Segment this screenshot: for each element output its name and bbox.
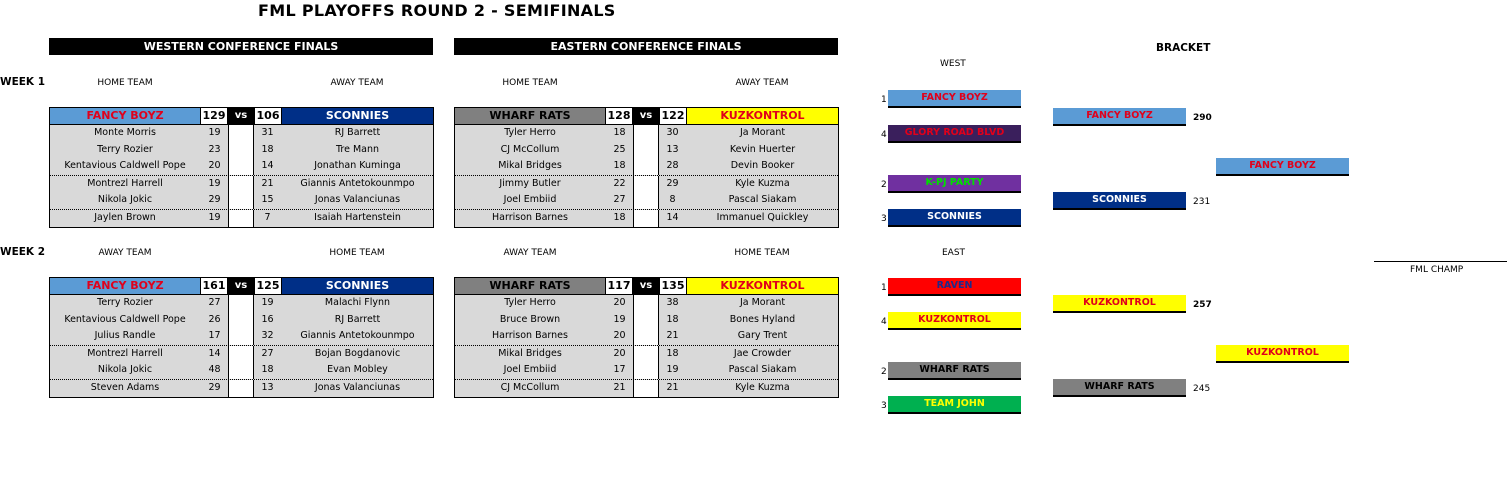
right-player-name: Kyle Kuzma [735, 381, 790, 393]
row-gap [228, 295, 254, 312]
bracket-r2-score: 245 [1193, 384, 1211, 394]
seed: 2 [881, 180, 887, 190]
row-gap [228, 380, 254, 397]
player-row [455, 312, 838, 329]
row-gap [228, 158, 254, 175]
right-player-score: 7 [264, 211, 271, 223]
left-player-name: CJ McCollum [500, 143, 560, 155]
home-team-name: WHARF RATS [454, 107, 606, 125]
row-gap [633, 380, 659, 397]
player-row [455, 176, 838, 193]
left-player-name: Steven Adams [90, 381, 160, 393]
vs-label: vs [227, 277, 255, 295]
right-player-name: Giannis Antetokounmpo [300, 177, 415, 189]
left-team-score: 129 [200, 107, 228, 125]
right-player-name: Devin Booker [730, 160, 795, 172]
right-player-score: 21 [666, 330, 679, 342]
player-table [454, 125, 839, 228]
week-2-west-left-label: AWAY TEAM [98, 248, 152, 258]
row-gap [228, 362, 254, 379]
right-player-score: 15 [261, 194, 274, 206]
bracket-r2-wharf-rats: WHARF RATS [1053, 379, 1186, 397]
left-player-score: 19 [208, 211, 221, 223]
left-player-score: 25 [613, 143, 626, 155]
left-player-score: 27 [208, 297, 221, 308]
left-player-name: Montrezl Harrell [87, 177, 163, 189]
left-player-score: 19 [613, 313, 626, 325]
right-player-name: RJ Barrett [334, 127, 381, 138]
player-row [50, 125, 433, 142]
right-player-score: 14 [666, 211, 679, 223]
right-player-name: Malachi Flynn [324, 297, 391, 308]
left-team-score: 161 [200, 277, 228, 295]
bracket-final-kuzkontrol: KUZKONTROL [1216, 345, 1349, 363]
player-row [50, 295, 433, 312]
left-player-name: Terry Rozier [97, 143, 153, 155]
player-row [50, 312, 433, 329]
row-gap [633, 142, 659, 159]
right-team-name: KUZKONTROL [686, 107, 839, 125]
left-player-score: 19 [208, 177, 221, 189]
row-gap [633, 328, 659, 345]
right-team-name: SCONNIES [281, 107, 434, 125]
left-player-name: Kentavious Caldwell Pope [64, 313, 186, 325]
row-gap [228, 346, 254, 363]
bracket-r2-fancy-boyz: FANCY BOYZ [1053, 108, 1186, 126]
vs-label: vs [632, 277, 660, 295]
bracket-east-label: EAST [942, 248, 966, 258]
left-player-score: 18 [613, 211, 626, 223]
bracket-team-fancy-boyz: FANCY BOYZ [888, 90, 1021, 108]
row-gap [228, 312, 254, 329]
left-player-score: 29 [208, 381, 221, 393]
right-player-name: Jonas Valanciunas [314, 381, 401, 393]
left-player-name: Bruce Brown [499, 313, 561, 325]
week-1-east-matchup [454, 107, 839, 228]
player-row [455, 380, 838, 397]
seed: 4 [881, 130, 887, 140]
right-team-score: 106 [254, 107, 282, 125]
bracket-west-label: WEST [940, 59, 966, 69]
row-gap [228, 125, 254, 142]
right-player-score: 32 [261, 330, 274, 342]
bracket-team-kpj-party: K-PJ PARTY [888, 175, 1021, 193]
home-team-name: FANCY BOYZ [49, 277, 201, 295]
player-row [455, 125, 838, 142]
bracket-r2-score: 231 [1193, 197, 1211, 207]
left-player-score: 21 [613, 381, 626, 393]
right-player-score: 13 [261, 381, 274, 393]
right-player-score: 38 [666, 297, 679, 308]
seed: 3 [881, 401, 887, 411]
right-team-score: 122 [659, 107, 687, 125]
home-team-name: FANCY BOYZ [49, 107, 201, 125]
player-row [455, 346, 838, 363]
right-player-name: Pascal Siakam [728, 364, 797, 376]
bracket-final-fancy-boyz: FANCY BOYZ [1216, 158, 1349, 176]
left-player-name: Harrison Barnes [492, 330, 568, 342]
vs-label: vs [227, 107, 255, 125]
right-player-name: Ja Morant [739, 127, 786, 138]
left-player-name: Kentavious Caldwell Pope [64, 160, 186, 172]
player-row [455, 328, 838, 346]
player-row [50, 210, 433, 227]
champ-line [1374, 261, 1507, 262]
left-player-score: 18 [613, 127, 626, 138]
week-2-east-matchup [454, 277, 839, 398]
seed: 1 [881, 283, 887, 293]
player-table [49, 295, 434, 398]
row-gap [633, 158, 659, 175]
left-player-score: 29 [208, 194, 221, 206]
player-row [455, 158, 838, 176]
left-player-name: Mikal Bridges [498, 347, 562, 359]
row-gap [228, 142, 254, 159]
player-row [50, 328, 433, 346]
left-player-score: 20 [613, 330, 626, 342]
vs-label: vs [632, 107, 660, 125]
left-player-name: Harrison Barnes [492, 211, 568, 223]
player-table [454, 295, 839, 398]
right-player-score: 21 [261, 177, 274, 189]
left-player-name: Julius Randle [94, 330, 156, 342]
right-player-score: 28 [666, 160, 679, 172]
right-player-name: RJ Barrett [334, 313, 381, 325]
right-player-name: Gary Trent [737, 330, 788, 342]
right-player-name: Bojan Bogdanovic [314, 347, 401, 359]
player-row [50, 380, 433, 397]
week-1-east-left-label: HOME TEAM [502, 78, 558, 88]
home-team-name: WHARF RATS [454, 277, 606, 295]
right-player-score: 16 [261, 313, 274, 325]
right-player-name: Bones Hyland [729, 313, 796, 325]
left-player-name: Tyler Herro [504, 297, 556, 308]
right-player-name: Ja Morant [739, 297, 786, 308]
player-table [49, 125, 434, 228]
left-player-score: 19 [208, 127, 221, 138]
seed: 1 [881, 95, 887, 105]
right-player-name: Jonathan Kuminga [314, 160, 401, 172]
east-conference-header: EASTERN CONFERENCE FINALS [454, 38, 838, 55]
left-player-score: 20 [613, 347, 626, 359]
right-player-score: 31 [261, 127, 274, 138]
right-player-name: Tre Mann [335, 143, 380, 155]
left-player-score: 20 [208, 160, 221, 172]
right-team-score: 125 [254, 277, 282, 295]
left-team-score: 117 [605, 277, 633, 295]
right-player-score: 13 [666, 143, 679, 155]
west-conference-header: WESTERN CONFERENCE FINALS [49, 38, 433, 55]
week-1-west-right-label: AWAY TEAM [330, 78, 384, 88]
right-player-score: 29 [666, 177, 679, 189]
bracket-r2-score: 257 [1193, 300, 1212, 310]
left-player-name: Montrezl Harrell [87, 347, 163, 359]
row-gap [228, 192, 254, 209]
seed: 3 [881, 214, 887, 224]
champ-label: FML CHAMP [1410, 265, 1464, 275]
left-player-name: Tyler Herro [504, 127, 556, 138]
row-gap [633, 210, 659, 227]
right-player-score: 19 [261, 297, 274, 308]
player-row [50, 158, 433, 176]
right-player-name: Jae Crowder [733, 347, 792, 359]
left-player-score: 17 [208, 330, 221, 342]
row-gap [633, 346, 659, 363]
right-player-name: Evan Mobley [327, 364, 388, 376]
right-player-score: 27 [261, 347, 274, 359]
right-player-score: 18 [261, 143, 274, 155]
row-gap [633, 192, 659, 209]
week-2-west-matchup [49, 277, 434, 398]
player-row [455, 362, 838, 380]
bracket-r2-score: 290 [1193, 113, 1212, 123]
left-player-score: 18 [613, 160, 626, 172]
row-gap [228, 176, 254, 193]
player-row [50, 142, 433, 159]
player-row [50, 346, 433, 363]
player-row [50, 176, 433, 193]
bracket-title: BRACKET [1156, 42, 1211, 54]
week-1-west-left-label: HOME TEAM [97, 78, 153, 88]
week-1-label: WEEK 1 [0, 76, 46, 88]
left-player-score: 20 [613, 297, 626, 308]
right-team-name: SCONNIES [281, 277, 434, 295]
left-player-score: 17 [613, 364, 626, 376]
left-player-name: Joel Embiid [503, 194, 557, 206]
left-player-score: 22 [613, 177, 626, 189]
row-gap [633, 295, 659, 312]
left-player-name: Monte Morris [94, 127, 156, 138]
right-player-name: Kyle Kuzma [735, 177, 790, 189]
row-gap [633, 125, 659, 142]
bracket-team-team-john: TEAM JOHN [888, 396, 1021, 414]
right-player-score: 30 [666, 127, 679, 138]
left-player-name: Nikola Jokic [97, 364, 153, 376]
left-player-score: 48 [208, 364, 221, 376]
left-player-name: CJ McCollum [500, 381, 560, 393]
row-gap [633, 362, 659, 379]
right-player-name: Jonas Valanciunas [314, 194, 401, 206]
right-player-name: Isaiah Hartenstein [314, 211, 401, 223]
bracket-r2-sconnies: SCONNIES [1053, 192, 1186, 210]
player-row [455, 142, 838, 159]
row-gap [228, 328, 254, 345]
week-1-east-right-label: AWAY TEAM [735, 78, 789, 88]
player-row [455, 192, 838, 210]
player-row [50, 192, 433, 210]
left-player-name: Jaylen Brown [94, 211, 156, 223]
right-team-name: KUZKONTROL [686, 277, 839, 295]
right-player-name: Immanuel Quickley [716, 211, 809, 223]
right-player-name: Pascal Siakam [728, 194, 797, 206]
right-player-score: 18 [261, 364, 274, 376]
week-2-east-right-label: HOME TEAM [734, 248, 790, 258]
row-gap [633, 176, 659, 193]
week-2-label: WEEK 2 [0, 246, 46, 258]
right-team-score: 135 [659, 277, 687, 295]
week-1-west-matchup [49, 107, 434, 228]
page-title: FML PLAYOFFS ROUND 2 - SEMIFINALS [258, 1, 616, 20]
seed: 2 [881, 367, 887, 377]
bracket-team-wharf-rats: WHARF RATS [888, 362, 1021, 380]
right-player-score: 8 [669, 194, 676, 206]
left-player-name: Terry Rozier [97, 297, 153, 308]
bracket-team-glory-road-blvd: GLORY ROAD BLVD [888, 125, 1021, 143]
seed: 4 [881, 317, 887, 327]
left-player-name: Mikal Bridges [498, 160, 562, 172]
right-player-score: 18 [666, 347, 679, 359]
left-player-score: 14 [208, 347, 221, 359]
week-2-east-left-label: AWAY TEAM [503, 248, 557, 258]
bracket-r2-kuzkontrol: KUZKONTROL [1053, 295, 1186, 313]
row-gap [228, 210, 254, 227]
player-row [50, 362, 433, 380]
left-player-score: 26 [208, 313, 221, 325]
right-player-score: 18 [666, 313, 679, 325]
right-player-score: 19 [666, 364, 679, 376]
player-row [455, 210, 838, 227]
left-player-score: 27 [613, 194, 626, 206]
bracket-team-sconnies: SCONNIES [888, 209, 1021, 227]
right-player-score: 21 [666, 381, 679, 393]
right-player-name: Kevin Huerter [729, 143, 796, 155]
left-team-score: 128 [605, 107, 633, 125]
row-gap [633, 312, 659, 329]
left-player-score: 23 [208, 143, 221, 155]
week-2-west-right-label: HOME TEAM [329, 248, 385, 258]
player-row [455, 295, 838, 312]
left-player-name: Jimmy Butler [499, 177, 561, 189]
right-player-score: 14 [261, 160, 274, 172]
right-player-name: Giannis Antetokounmpo [300, 330, 415, 342]
left-player-name: Nikola Jokic [97, 194, 153, 206]
bracket-team-raven: RAVEN [888, 278, 1021, 296]
left-player-name: Joel Embiid [503, 364, 557, 376]
bracket-team-kuzkontrol: KUZKONTROL [888, 312, 1021, 330]
